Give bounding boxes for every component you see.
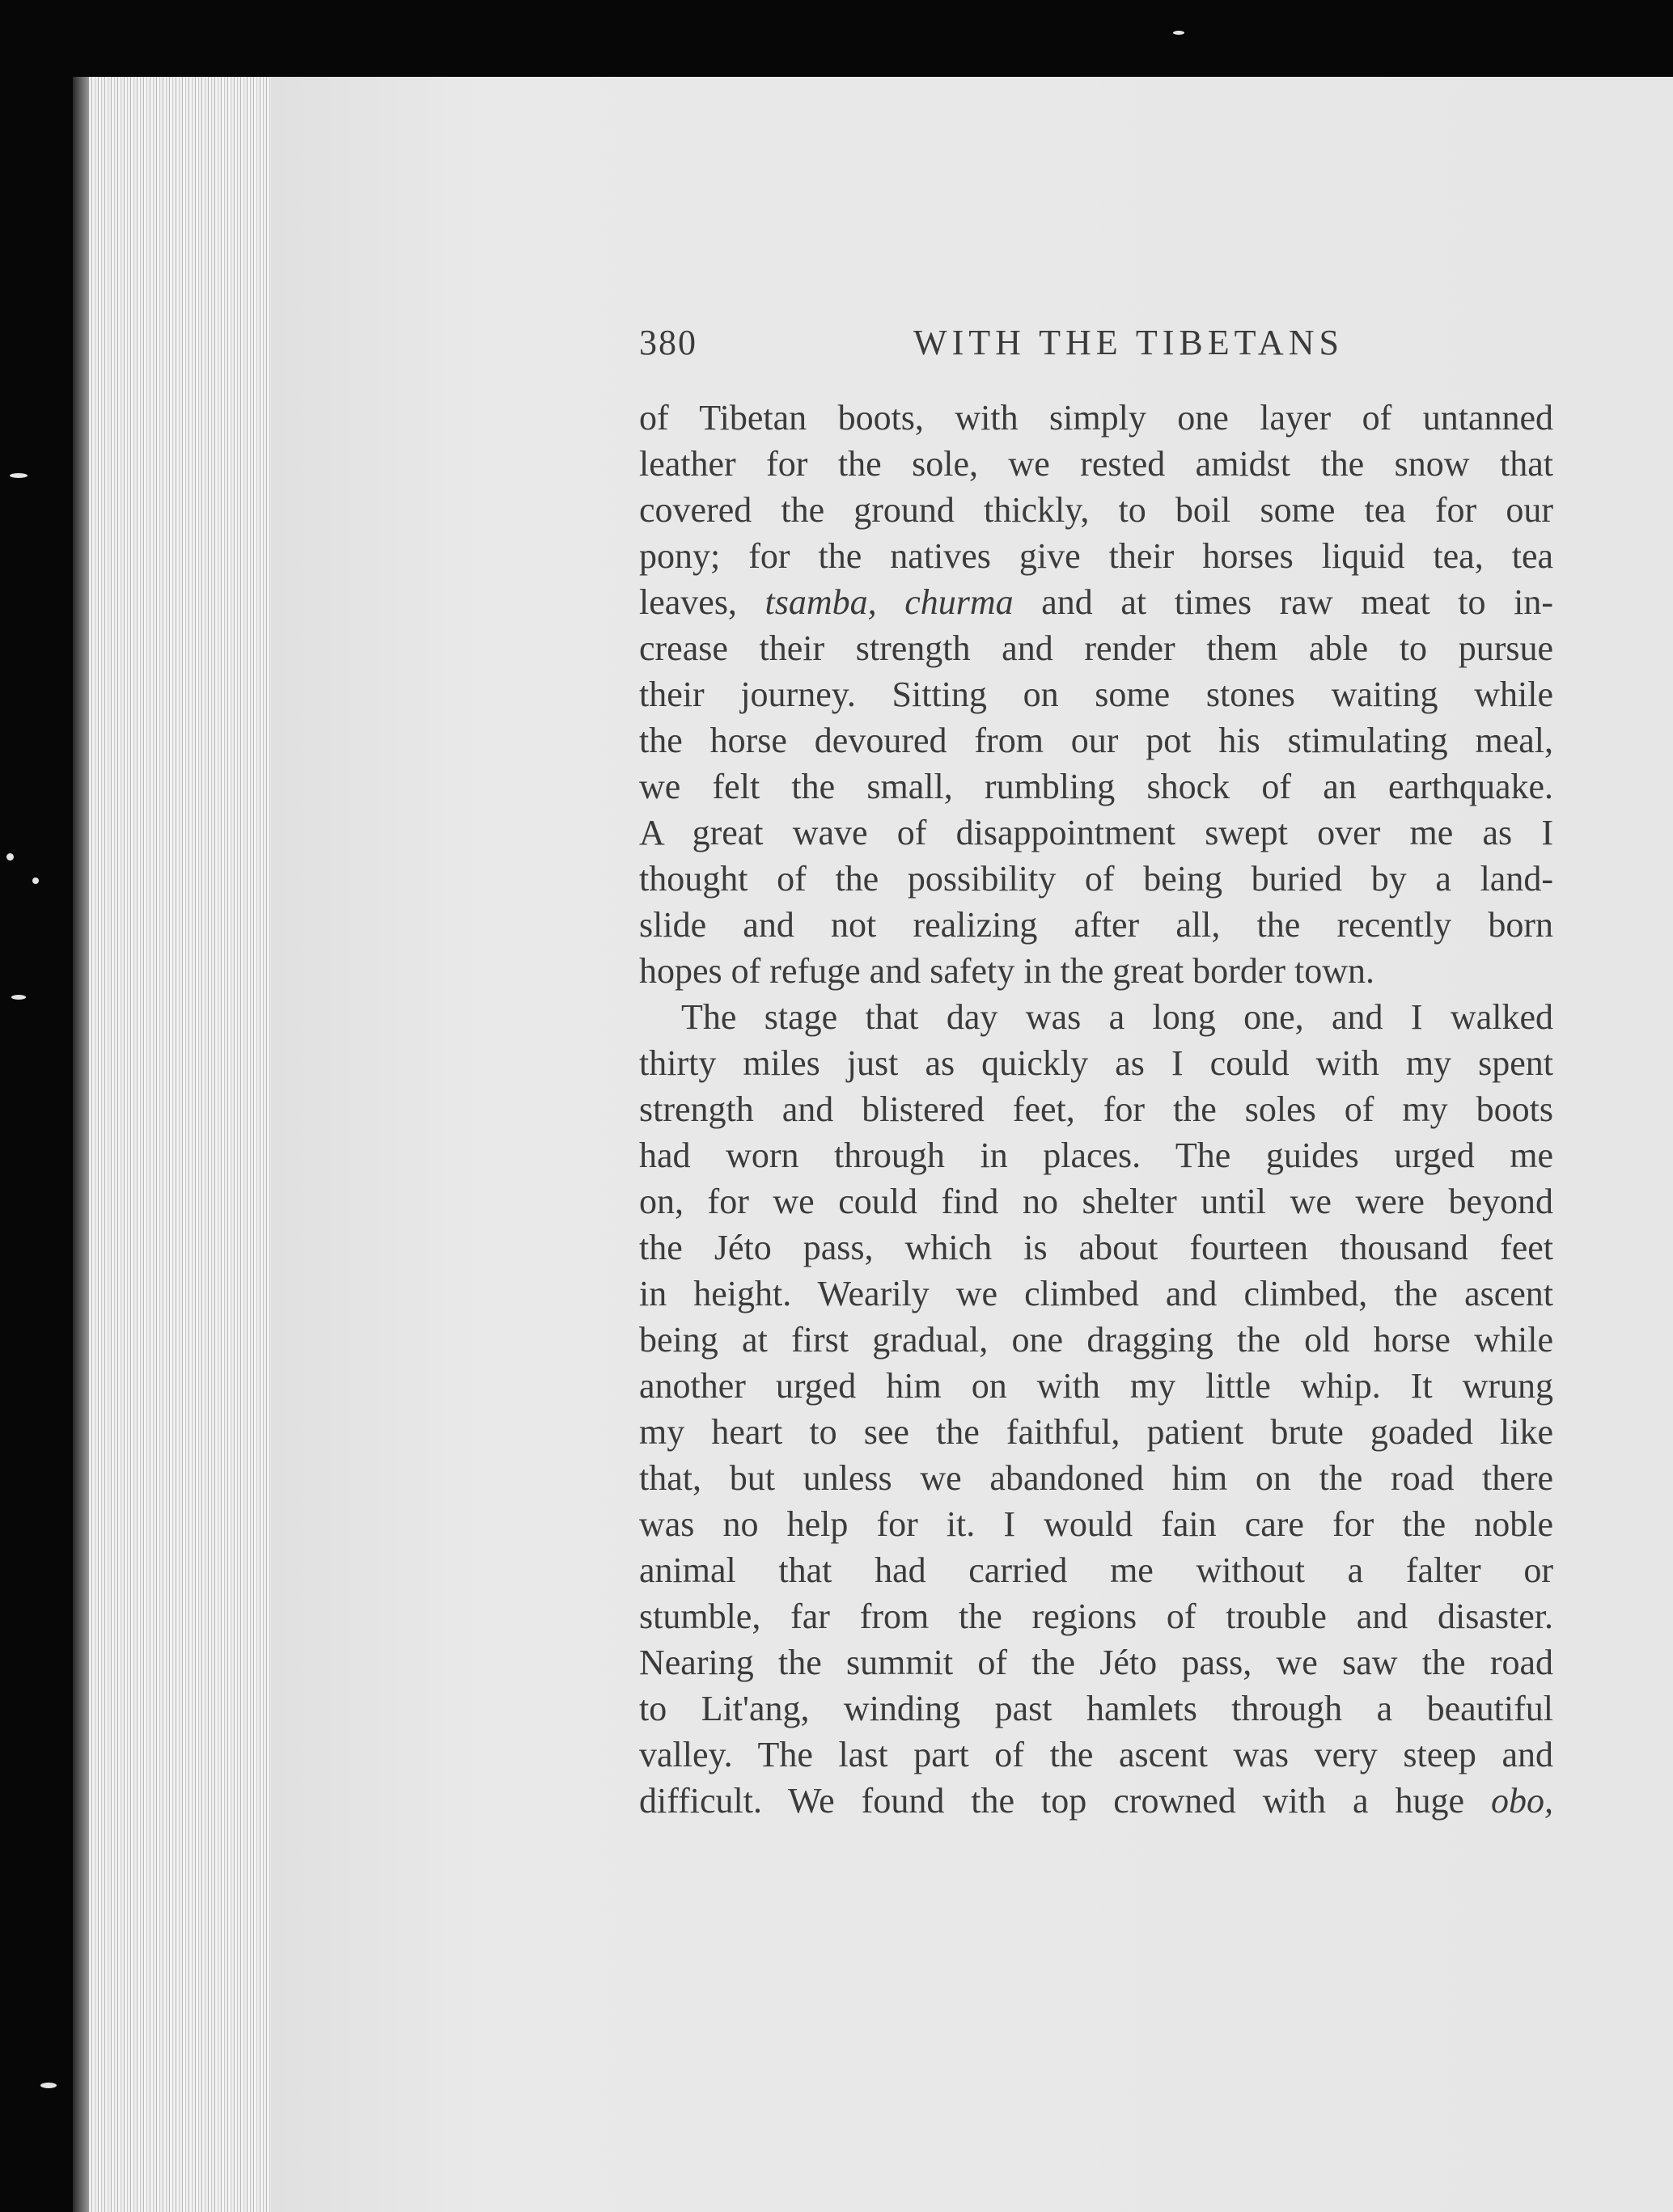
text-line: that, but unless we abandoned him on the road there — [639, 1458, 1553, 1498]
text-line: of Tibetan boots, with simply one layer of untanned — [639, 398, 1553, 438]
text-line — [639, 579, 1553, 625]
scan-speck — [32, 878, 39, 884]
text-line — [639, 1778, 1553, 1824]
italic-text: tsamba, churma — [764, 582, 1014, 622]
scan-speck — [11, 995, 26, 1000]
text-line: we felt the small, rumbling shock of an earthquake. — [639, 767, 1553, 806]
body-text — [639, 395, 1553, 1824]
text-line: my heart to see the faithful, patient brute goaded like — [639, 1412, 1553, 1452]
page-number: 380 — [639, 323, 697, 362]
text-line: A great wave of disappointment swept over me as I — [639, 813, 1553, 852]
text-line: stumble, far from the regions of trouble and disaster. — [639, 1597, 1553, 1636]
text-run: and at times raw meat to in- — [1013, 582, 1553, 622]
text-line: valley. The last part of the ascent was very steep and — [639, 1735, 1553, 1774]
page-stack-edge — [73, 77, 271, 2212]
text-line: was no help for it. I would fain care for the noble — [639, 1504, 1553, 1544]
text-line: their journey. Sitting on some stones waiting while — [639, 675, 1553, 714]
text-line: had worn through in places. The guides urged me — [639, 1136, 1553, 1175]
text-line: hopes of refuge and safety in the great border town. — [639, 951, 1375, 991]
scan-speck — [10, 473, 28, 478]
scan-speck — [40, 2083, 57, 2088]
text-line: being at first gradual, one dragging the old horse while — [639, 1320, 1553, 1360]
text-line: covered the ground thickly, to boil some tea for our — [639, 490, 1553, 530]
text-line: the horse devoured from our pot his stimulating meal, — [639, 721, 1553, 760]
running-head — [639, 322, 1553, 370]
running-title: WITH THE TIBETANS — [913, 323, 1344, 362]
text-run: leaves, — [639, 582, 765, 622]
text-line: crease their strength and render them able to pursue — [639, 628, 1553, 668]
text-line: The stage that day was a long one, and I walked — [681, 997, 1553, 1037]
scan-speck — [6, 853, 14, 861]
text-line: thirty miles just as quickly as I could with my spent — [639, 1043, 1553, 1083]
binding-shadow — [73, 77, 89, 2212]
text-line: animal that had carried me without a falter or — [639, 1550, 1553, 1590]
text-line: in height. Wearily we climbed and climbed, the ascent — [639, 1274, 1553, 1313]
text-line: on, for we could find no shelter until we were beyond — [639, 1182, 1553, 1221]
scan-speck — [1173, 31, 1184, 35]
text-line: Nearing the summit of the Jéto pass, we saw the road — [639, 1643, 1553, 1682]
text-line: strength and blistered feet, for the soles of my boots — [639, 1089, 1553, 1129]
text-run: difficult. We found the top crowned with a huge — [639, 1781, 1491, 1821]
text-line: to Lit'ang, winding past hamlets through a beautiful — [639, 1689, 1553, 1728]
italic-text: obo, — [1491, 1781, 1553, 1821]
text-line: thought of the possibility of being buried by a land- — [639, 859, 1553, 899]
page-text — [639, 322, 1553, 1824]
text-line: another urged him on with my little whip. It wrung — [639, 1366, 1553, 1406]
text-line: leather for the sole, we rested amidst the snow that — [639, 444, 1553, 484]
text-line: the Jéto pass, which is about fourteen thousand feet — [639, 1228, 1553, 1267]
text-line: slide and not realizing after all, the recently born — [639, 905, 1553, 945]
text-line: pony; for the natives give their horses liquid tea, tea — [639, 536, 1553, 576]
